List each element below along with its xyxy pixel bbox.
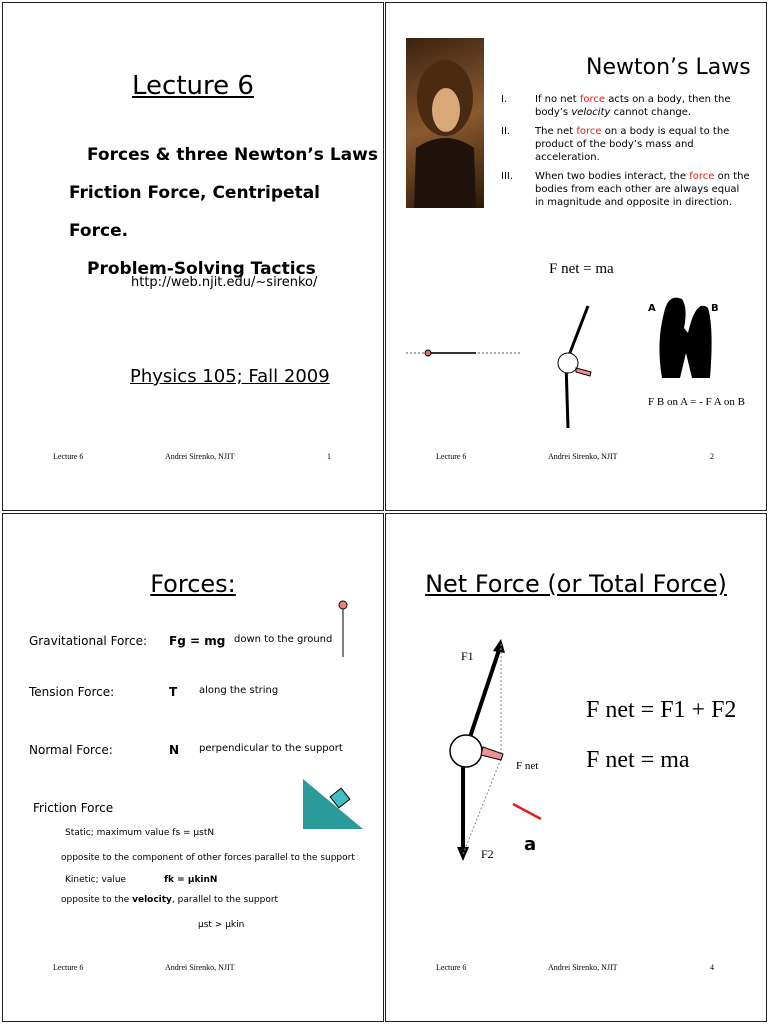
label-fnet: F net bbox=[516, 760, 539, 772]
course-name: Physics 105; Fall 2009 bbox=[130, 366, 330, 387]
kinetic-label: Kinetic; value bbox=[65, 875, 127, 885]
law-3-force: force bbox=[689, 171, 715, 182]
slide1-subtitle bbox=[69, 136, 383, 288]
friction-heading: Friction Force bbox=[33, 801, 114, 815]
net-force-equation-2: F net = ma bbox=[586, 747, 690, 773]
normal-label: Normal Force: bbox=[29, 743, 113, 757]
static-desc: opposite to the component of other forces parallel to the support bbox=[61, 853, 355, 863]
law-2-number: II. bbox=[501, 126, 511, 137]
two-bodies-silhouette bbox=[656, 293, 716, 383]
footer-lecture: Lecture 6 bbox=[436, 452, 467, 461]
slide-3 bbox=[2, 513, 384, 1022]
course-url[interactable]: http://web.njit.edu/~sirenko/ bbox=[131, 275, 318, 290]
gravity-symbol: Fg = mg bbox=[169, 634, 226, 648]
moving-body-diagram bbox=[406, 343, 526, 363]
kinetic-desc-velocity: velocity bbox=[132, 895, 172, 905]
law-1-end: cannot change. bbox=[610, 107, 692, 118]
law-1-text bbox=[535, 93, 751, 119]
law-1 bbox=[501, 93, 751, 119]
footer-author: Andrei Sirenko, NJIT bbox=[548, 963, 618, 972]
footer-author: Andrei Sirenko, NJIT bbox=[165, 963, 235, 972]
newton-third-law-equation: F B on A = - F A on B bbox=[648, 396, 745, 408]
subtitle-line-3: Problem-Solving Tactics bbox=[87, 259, 316, 279]
law-2-text bbox=[535, 125, 751, 164]
page-number: 4 bbox=[710, 963, 714, 972]
kinetic-desc-pre: opposite to the bbox=[61, 895, 133, 905]
label-b: B bbox=[711, 303, 719, 314]
kinetic-line bbox=[65, 875, 217, 885]
normal-symbol: N bbox=[169, 743, 180, 757]
slide4-title: Net Force (or Total Force) bbox=[425, 570, 727, 598]
law-3-post: on the bodies from each other are always equal in magnitude and opposite in direction. bbox=[535, 171, 750, 208]
law-1-force: force bbox=[579, 94, 606, 105]
slide2-title: Newton’s Laws bbox=[586, 55, 751, 80]
law-2-post: on a body is equal to the product of the body’s mass and acceleration. bbox=[535, 126, 730, 163]
net-force-equation-1: F net = F1 + F2 bbox=[586, 697, 737, 723]
law-2-pre: The net bbox=[535, 126, 577, 137]
gravity-ball-icon bbox=[335, 599, 351, 661]
page-number: 1 bbox=[327, 452, 331, 461]
law-1-pre: If no net bbox=[535, 94, 580, 105]
fnet-equation: F net = ma bbox=[549, 261, 614, 277]
footer-lecture: Lecture 6 bbox=[53, 963, 84, 972]
friction-coefficient-inequality: μst > μkin bbox=[198, 920, 245, 930]
slide-4 bbox=[385, 513, 767, 1022]
label-a: A bbox=[648, 303, 656, 314]
force-row-tension bbox=[29, 685, 369, 699]
footer-lecture: Lecture 6 bbox=[53, 452, 84, 461]
law-3-pre: When two bodies interact, the bbox=[535, 171, 690, 182]
law-1-velocity: velocity bbox=[571, 107, 611, 118]
gravity-desc: down to the ground bbox=[234, 634, 333, 645]
force-vector-diagram bbox=[546, 298, 616, 438]
law-3 bbox=[501, 170, 751, 209]
law-2 bbox=[501, 125, 751, 164]
footer-lecture: Lecture 6 bbox=[436, 963, 467, 972]
law-2-force: force bbox=[576, 126, 602, 137]
footer-author: Andrei Sirenko, NJIT bbox=[165, 452, 235, 461]
kinetic-equation: fk = μkinN bbox=[164, 875, 218, 885]
slide3-title: Forces: bbox=[150, 570, 236, 598]
tension-symbol: T bbox=[169, 685, 178, 699]
subtitle-line-2: Friction Force, Centripetal Force. bbox=[69, 183, 321, 241]
slide1-title: Lecture 6 bbox=[132, 71, 254, 101]
newton-portrait bbox=[406, 38, 484, 208]
laws-list bbox=[501, 93, 751, 215]
kinetic-desc bbox=[61, 895, 278, 905]
slide-1 bbox=[2, 2, 384, 511]
tension-desc: along the string bbox=[199, 685, 279, 696]
label-a: a bbox=[524, 834, 537, 855]
gravity-label: Gravitational Force: bbox=[29, 634, 148, 648]
law-1-number: I. bbox=[501, 94, 508, 105]
net-force-diagram bbox=[441, 629, 561, 869]
force-row-gravity bbox=[29, 634, 369, 648]
tension-label: Tension Force: bbox=[29, 685, 115, 699]
law-3-text bbox=[535, 170, 751, 209]
kinetic-desc-post: , parallel to the support bbox=[171, 895, 279, 905]
static-line: Static; maximum value fs = μstN bbox=[65, 828, 215, 838]
law-1-post: acts on a body, then the body’s bbox=[535, 94, 731, 118]
footer-author: Andrei Sirenko, NJIT bbox=[548, 452, 618, 461]
force-row-normal bbox=[29, 743, 369, 757]
law-3-number: III. bbox=[501, 171, 514, 182]
label-f2: F2 bbox=[481, 847, 494, 861]
page-number: 2 bbox=[710, 452, 714, 461]
slide-2 bbox=[385, 2, 767, 511]
subtitle-line-1: Forces & three Newton’s Laws bbox=[87, 145, 378, 165]
label-f1: F1 bbox=[461, 649, 474, 663]
incline-diagram bbox=[303, 769, 365, 834]
normal-desc: perpendicular to the support bbox=[199, 743, 343, 754]
